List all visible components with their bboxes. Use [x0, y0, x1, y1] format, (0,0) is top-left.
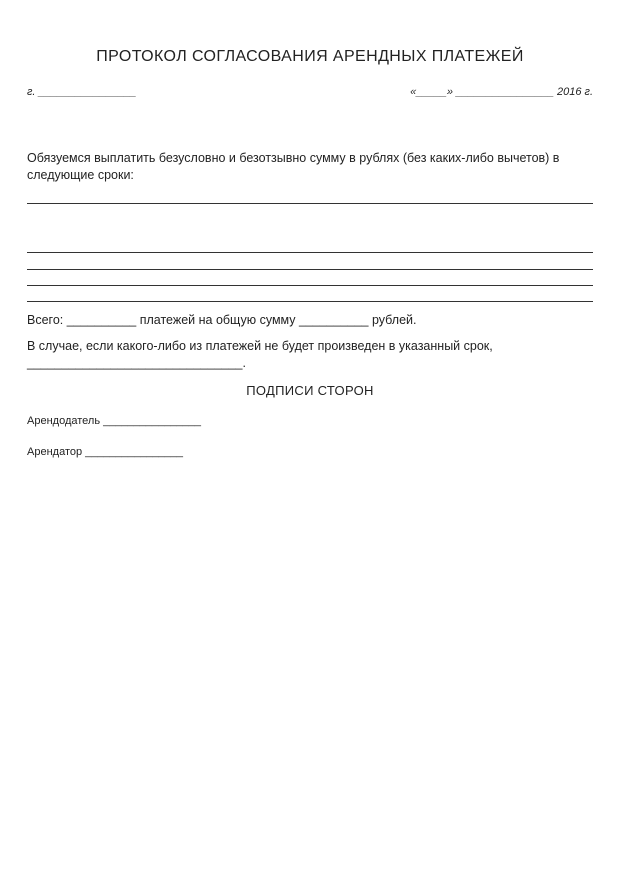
- date-field: «_____» ________________ 2016 г.: [410, 86, 593, 98]
- penalty-line-2: _______________________________.: [27, 356, 246, 370]
- penalty-paragraph: [27, 338, 593, 372]
- total-payments-line: Всего: __________ платежей на общую сумму __________ рублей.: [27, 313, 417, 327]
- penalty-line-1: В случае, если какого-либо из платежей не будет произведен в указанный срок,: [27, 339, 493, 353]
- blank-line: [27, 252, 593, 253]
- blank-line: [27, 269, 593, 270]
- tenant-signature-line: Арендатор ________________: [27, 446, 184, 458]
- signatures-heading: ПОДПИСИ СТОРОН: [246, 383, 374, 398]
- city-field: г. ________________: [27, 86, 137, 98]
- blank-line: [27, 203, 593, 204]
- obligation-paragraph: Обязуемся выплатить безусловно и безотзывно сумму в рублях (без каких-либо вычетов) в следующие сроки:: [27, 151, 560, 182]
- landlord-signature-line: Арендодатель ________________: [27, 415, 201, 427]
- blank-line: [27, 301, 593, 302]
- blank-line: [27, 285, 593, 286]
- document-title: ПРОТОКОЛ СОГЛАСОВАНИЯ АРЕНДНЫХ ПЛАТЕЖЕЙ: [96, 48, 524, 65]
